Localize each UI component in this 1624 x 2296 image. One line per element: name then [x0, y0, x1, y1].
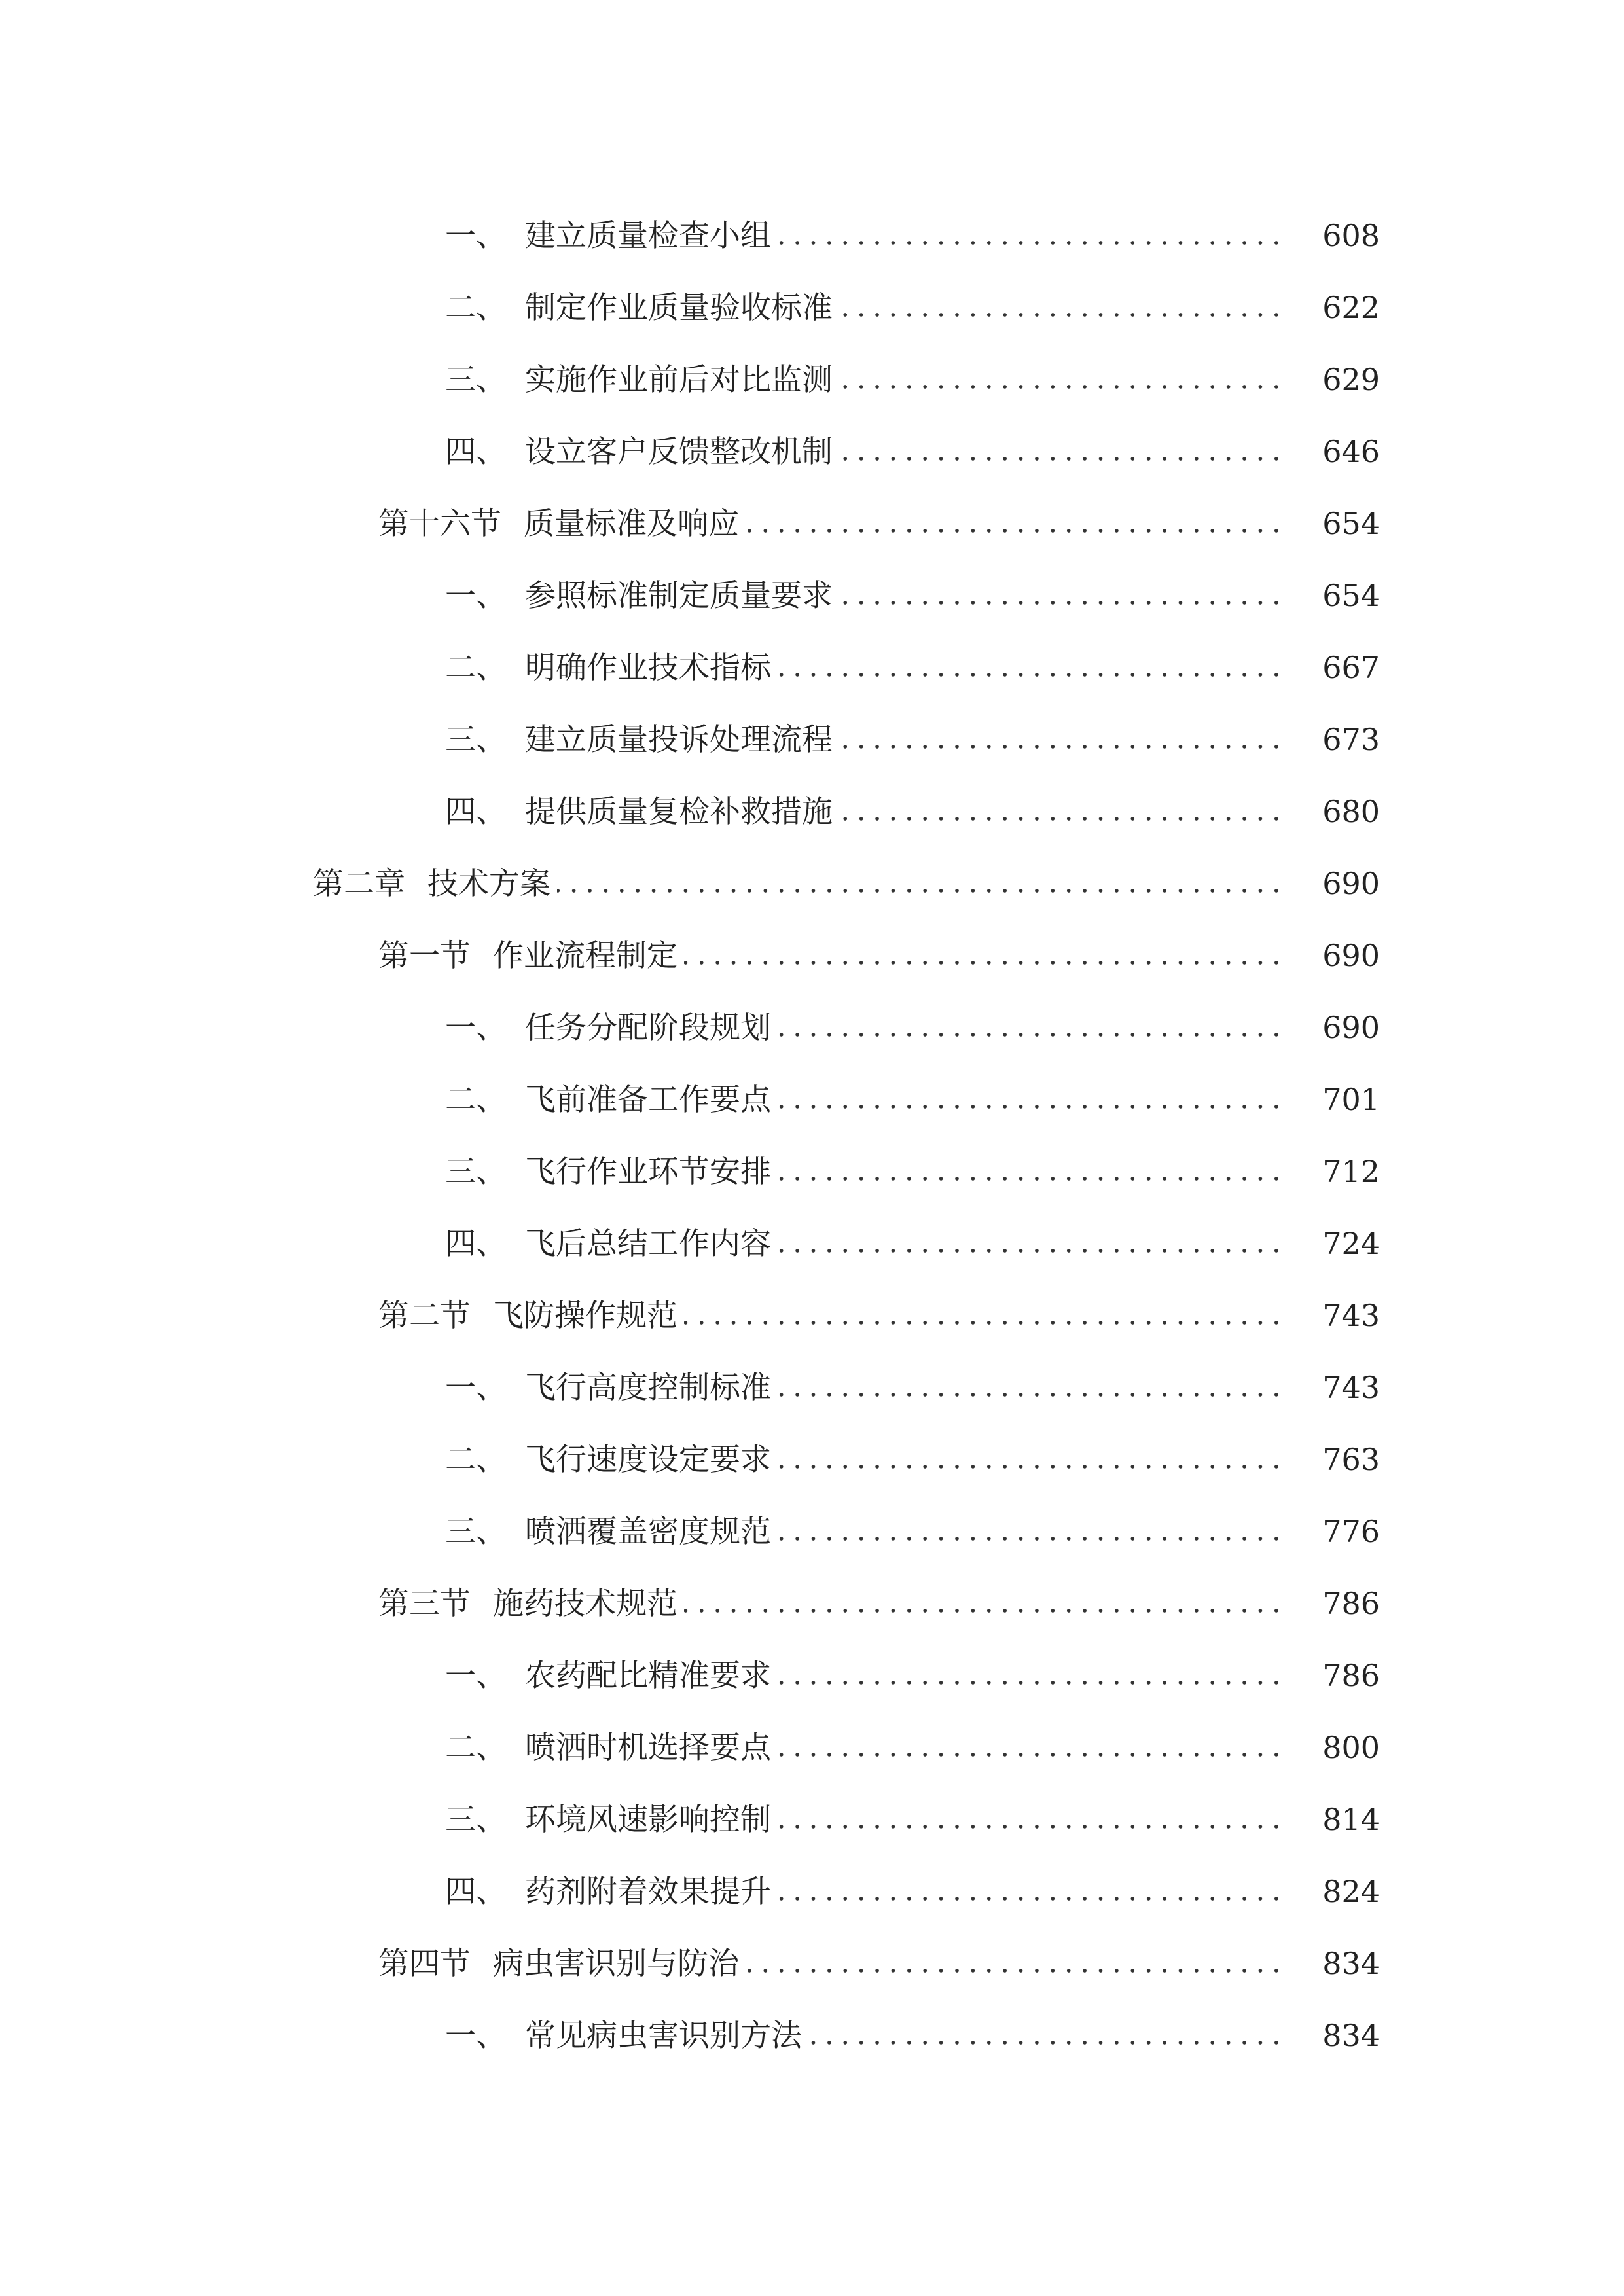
- toc-section-entry[interactable]: [0, 488, 1624, 560]
- toc-entry[interactable]: [0, 1352, 1624, 1424]
- toc-entry-title: 技术方案: [427, 865, 550, 902]
- toc-entry-number: 二、: [445, 1081, 507, 1118]
- toc-label: [313, 865, 557, 902]
- toc-chapter-entry[interactable]: [0, 848, 1624, 920]
- toc-page-number: 622: [1322, 290, 1380, 325]
- toc-page-number: 654: [1322, 578, 1380, 613]
- toc-page-number: 629: [1322, 362, 1380, 397]
- toc-label: [445, 361, 839, 398]
- toc-entry-title: 参照标准制定质量要求: [525, 577, 833, 614]
- dot-leader: [778, 1248, 1284, 1253]
- toc-entry-number: 三、: [445, 1801, 507, 1838]
- toc-page-number: 654: [1322, 506, 1380, 541]
- toc-entry-number: 第四节: [378, 1945, 471, 1982]
- toc-entry-title: 病虫害识别与防治: [493, 1945, 739, 1982]
- dot-leader: [778, 1032, 1284, 1037]
- toc-entry-title: 施药技术规范: [493, 1585, 677, 1622]
- dot-leader: [839, 456, 1284, 461]
- dot-leader: [778, 672, 1284, 677]
- toc-entry[interactable]: [0, 992, 1624, 1064]
- toc-section-entry[interactable]: [0, 920, 1624, 992]
- toc-page-number: 690: [1322, 1010, 1380, 1045]
- toc-page-number: 724: [1322, 1226, 1380, 1261]
- toc-page-number: 814: [1322, 1802, 1380, 1837]
- toc-entry-title: 明确作业技术指标: [525, 649, 771, 686]
- dot-leader: [684, 960, 1284, 965]
- toc-page-number: 701: [1322, 1082, 1380, 1117]
- toc-section-entry[interactable]: [0, 1928, 1624, 2000]
- toc-entry-title: 实施作业前后对比监测: [525, 361, 833, 398]
- toc-label: [445, 577, 839, 614]
- dot-leader: [746, 1968, 1284, 1973]
- toc-page-number: 608: [1322, 218, 1380, 253]
- toc-entry-title: 制定作业质量验收标准: [525, 289, 833, 326]
- dot-leader: [778, 1752, 1284, 1757]
- toc-entry[interactable]: [0, 1136, 1624, 1208]
- toc-entry[interactable]: [0, 1208, 1624, 1280]
- toc-entry-title: 作业流程制定: [493, 937, 677, 974]
- table-of-contents: [0, 200, 1624, 2072]
- toc-label: [445, 1225, 778, 1262]
- dot-leader: [839, 600, 1284, 605]
- dot-leader: [778, 1176, 1284, 1181]
- toc-entry-title: 飞后总结工作内容: [525, 1225, 771, 1262]
- toc-page-number: 667: [1322, 650, 1380, 685]
- toc-page-number: 824: [1322, 1874, 1380, 1909]
- toc-entry[interactable]: [0, 1856, 1624, 1928]
- toc-entry-number: 一、: [445, 1369, 507, 1406]
- toc-page-number: 776: [1322, 1514, 1380, 1549]
- toc-entry-number: 四、: [445, 1225, 507, 1262]
- toc-entry-title: 环境风速影响控制: [525, 1801, 771, 1838]
- toc-entry[interactable]: [0, 776, 1624, 848]
- toc-entry-number: 一、: [445, 577, 507, 614]
- dot-leader: [839, 744, 1284, 749]
- toc-entry-title: 飞前准备工作要点: [525, 1081, 771, 1118]
- toc-entry[interactable]: [0, 1496, 1624, 1568]
- toc-entry-number: 一、: [445, 217, 507, 254]
- toc-entry-number: 四、: [445, 1873, 507, 1910]
- toc-entry[interactable]: [0, 632, 1624, 704]
- toc-label: [378, 1585, 684, 1622]
- toc-page-number: 690: [1322, 938, 1380, 973]
- toc-entry[interactable]: [0, 560, 1624, 632]
- toc-page-number: 690: [1322, 866, 1380, 901]
- toc-entry-title: 质量标准及响应: [524, 505, 739, 542]
- dot-leader: [778, 1464, 1284, 1469]
- toc-section-entry[interactable]: [0, 1568, 1624, 1640]
- toc-label: [445, 1513, 778, 1550]
- toc-entry-title: 飞行作业环节安排: [525, 1153, 771, 1190]
- toc-label: [445, 1729, 778, 1766]
- toc-section-entry[interactable]: [0, 1280, 1624, 1352]
- toc-entry[interactable]: [0, 1640, 1624, 1712]
- toc-entry[interactable]: [0, 272, 1624, 344]
- toc-entry-number: 三、: [445, 1513, 507, 1550]
- toc-label: [445, 721, 839, 758]
- toc-entry-title: 建立质量投诉处理流程: [525, 721, 833, 758]
- toc-entry[interactable]: [0, 344, 1624, 416]
- toc-entry-number: 第十六节: [378, 505, 501, 542]
- toc-entry-title: 常见病虫害识别方法: [525, 2017, 802, 2054]
- toc-entry-title: 飞防操作规范: [493, 1297, 677, 1334]
- dot-leader: [778, 1824, 1284, 1829]
- dot-leader: [839, 816, 1284, 821]
- toc-page-number: 712: [1322, 1154, 1380, 1189]
- dot-leader: [778, 1896, 1284, 1901]
- toc-label: [445, 2017, 808, 2054]
- toc-label: [445, 649, 778, 686]
- toc-label: [445, 1657, 778, 1694]
- toc-label: [445, 1369, 778, 1406]
- toc-entry-number: 一、: [445, 1657, 507, 1694]
- toc-label: [445, 793, 839, 830]
- dot-leader: [778, 1536, 1284, 1541]
- toc-entry-number: 二、: [445, 649, 507, 686]
- toc-entry-title: 喷洒时机选择要点: [525, 1729, 771, 1766]
- dot-leader: [808, 2040, 1284, 2045]
- toc-label: [445, 1441, 778, 1478]
- toc-label: [378, 505, 746, 542]
- toc-label: [378, 937, 684, 974]
- toc-entry-number: 二、: [445, 1729, 507, 1766]
- toc-page-number: 763: [1322, 1442, 1380, 1477]
- toc-entry-title: 喷洒覆盖密度规范: [525, 1513, 771, 1550]
- toc-entry-number: 三、: [445, 361, 507, 398]
- toc-entry-number: 第二章: [313, 865, 405, 902]
- dot-leader: [778, 1680, 1284, 1685]
- dot-leader: [778, 240, 1284, 245]
- toc-entry-number: 二、: [445, 1441, 507, 1478]
- toc-page-number: 743: [1322, 1298, 1380, 1333]
- dot-leader: [746, 528, 1284, 533]
- dot-leader: [778, 1392, 1284, 1397]
- toc-entry-title: 药剂附着效果提升: [525, 1873, 771, 1910]
- toc-label: [445, 433, 839, 470]
- dot-leader: [839, 312, 1284, 317]
- toc-page-number: 786: [1322, 1658, 1380, 1693]
- toc-entry[interactable]: [0, 416, 1624, 488]
- toc-page-number: 834: [1322, 2018, 1380, 2053]
- toc-page-number: 646: [1322, 434, 1380, 469]
- toc-page-number: 800: [1322, 1730, 1380, 1765]
- toc-entry-number: 一、: [445, 2017, 507, 2054]
- toc-page-number: 743: [1322, 1370, 1380, 1405]
- toc-entry-number: 四、: [445, 793, 507, 830]
- toc-entry-number: 第一节: [378, 937, 471, 974]
- dot-leader: [557, 888, 1284, 893]
- toc-label: [378, 1297, 684, 1334]
- toc-entry-number: 第三节: [378, 1585, 471, 1622]
- toc-label: [445, 1801, 778, 1838]
- dot-leader: [684, 1320, 1284, 1325]
- toc-entry-title: 设立客户反馈整改机制: [525, 433, 833, 470]
- dot-leader: [778, 1104, 1284, 1109]
- toc-entry-title: 建立质量检查小组: [525, 217, 771, 254]
- toc-label: [445, 1153, 778, 1190]
- toc-entry[interactable]: [0, 1784, 1624, 1856]
- toc-entry-number: 四、: [445, 433, 507, 470]
- dot-leader: [839, 384, 1284, 389]
- toc-entry-title: 任务分配阶段规划: [525, 1009, 771, 1046]
- toc-entry[interactable]: [0, 200, 1624, 272]
- toc-label: [445, 217, 778, 254]
- toc-entry-number: 一、: [445, 1009, 507, 1046]
- toc-entry-number: 第二节: [378, 1297, 471, 1334]
- toc-label: [445, 1081, 778, 1118]
- toc-entry[interactable]: [0, 2000, 1624, 2072]
- toc-entry[interactable]: [0, 1064, 1624, 1136]
- toc-entry[interactable]: [0, 1712, 1624, 1784]
- toc-entry-title: 提供质量复检补救措施: [525, 793, 833, 830]
- toc-label: [378, 1945, 746, 1982]
- toc-entry[interactable]: [0, 704, 1624, 776]
- toc-label: [445, 1009, 778, 1046]
- toc-page-number: 834: [1322, 1946, 1380, 1981]
- toc-page-number: 680: [1322, 794, 1380, 829]
- toc-entry-title: 飞行高度控制标准: [525, 1369, 771, 1406]
- toc-entry-number: 三、: [445, 721, 507, 758]
- toc-label: [445, 289, 839, 326]
- toc-page-number: 786: [1322, 1586, 1380, 1621]
- toc-entry[interactable]: [0, 1424, 1624, 1496]
- toc-entry-title: 农药配比精准要求: [525, 1657, 771, 1694]
- toc-page-number: 673: [1322, 722, 1380, 757]
- toc-entry-number: 三、: [445, 1153, 507, 1190]
- toc-entry-title: 飞行速度设定要求: [525, 1441, 771, 1478]
- toc-label: [445, 1873, 778, 1910]
- toc-entry-number: 二、: [445, 289, 507, 326]
- dot-leader: [684, 1608, 1284, 1613]
